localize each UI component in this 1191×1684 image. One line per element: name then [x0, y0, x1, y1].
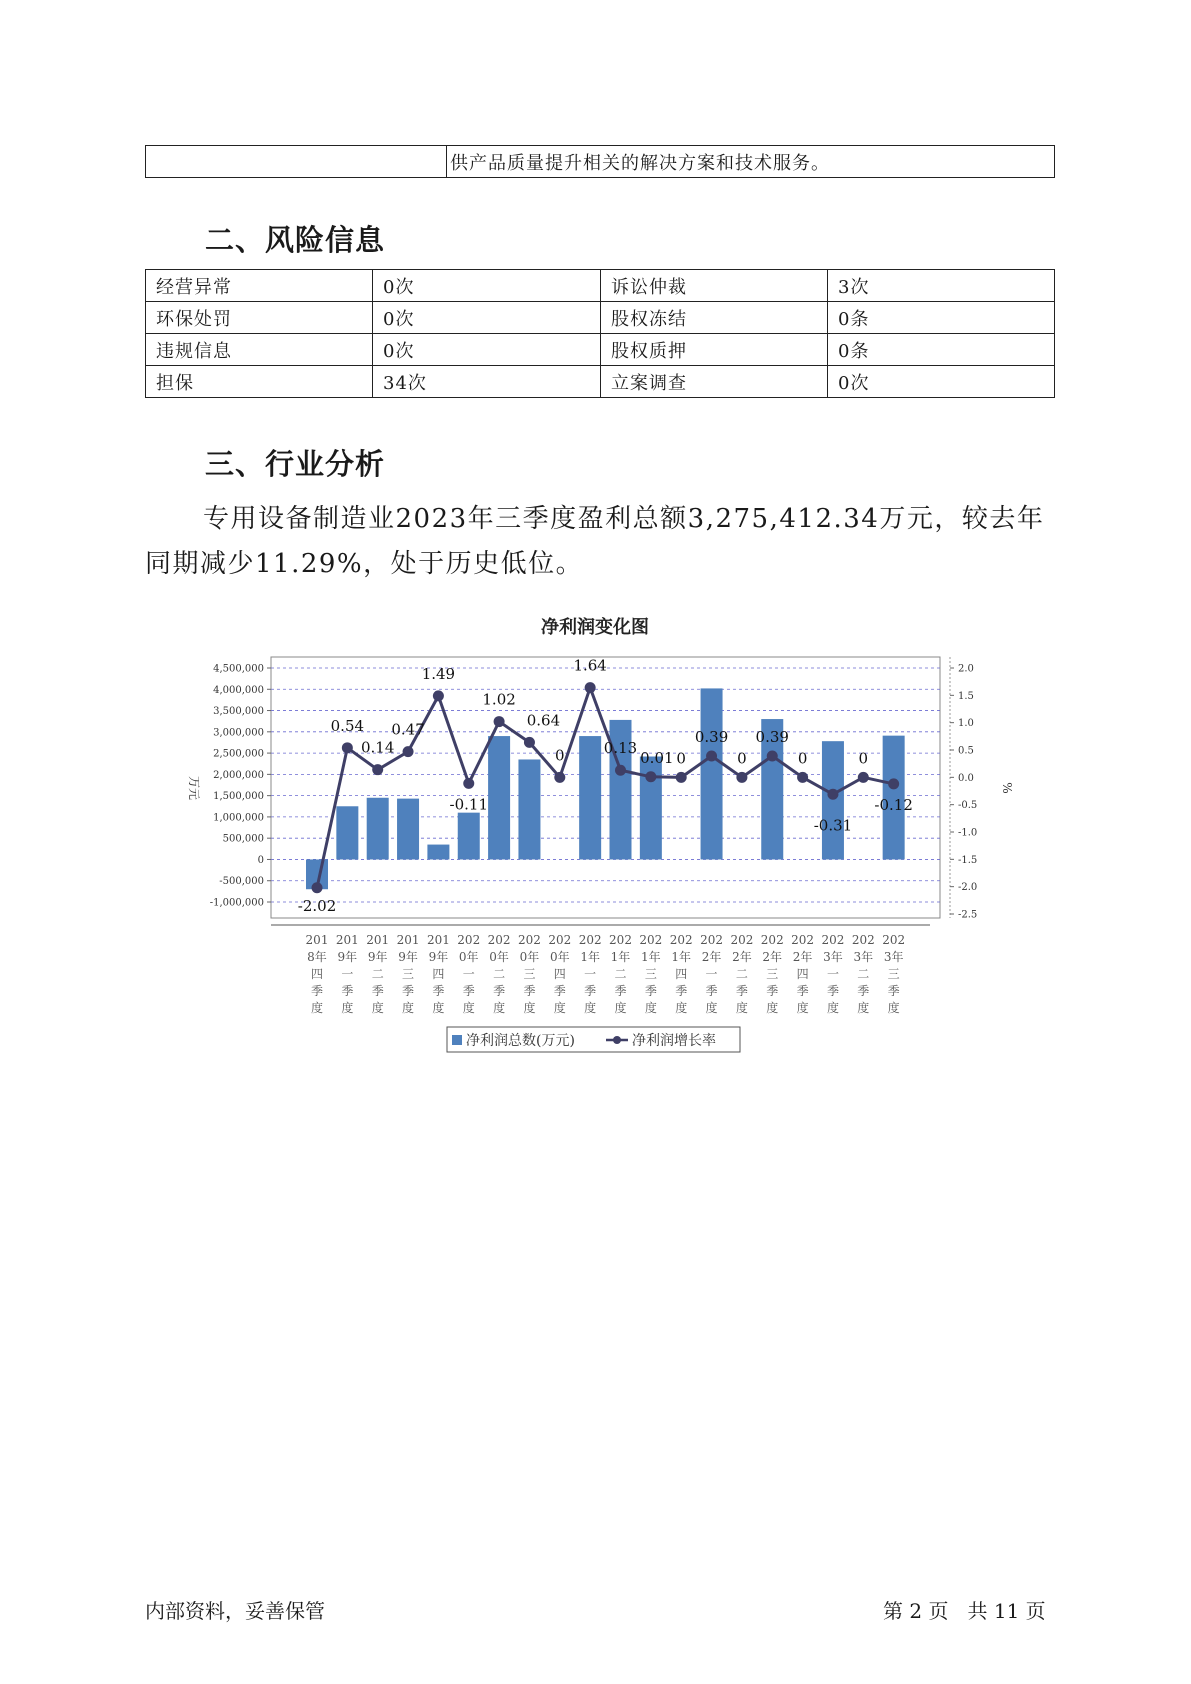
- x-tick-label: 二: [735, 967, 748, 981]
- x-tick-label: 202: [609, 933, 632, 947]
- growth-point: [827, 789, 838, 800]
- x-tick-label: 度: [796, 1001, 809, 1015]
- legend-bar-swatch: [452, 1035, 462, 1045]
- risk-value: 0次: [373, 302, 601, 334]
- x-tick-label: 202: [882, 933, 906, 947]
- risk-value: 0次: [373, 270, 601, 302]
- x-tick-label: 2年: [792, 950, 813, 964]
- growth-point: [767, 751, 778, 762]
- risk-label: 立案调查: [601, 366, 828, 398]
- x-tick-label: 季: [735, 984, 748, 998]
- footer-page-number: 第 2 页 共 11 页: [883, 1599, 1046, 1623]
- x-tick-label: 度: [735, 1001, 748, 1015]
- x-tick-label: 度: [584, 1001, 597, 1015]
- risk-value: 0次: [373, 334, 601, 366]
- growth-point: [403, 746, 414, 757]
- data-label: 0.64: [526, 711, 561, 730]
- x-tick-label: 二: [371, 967, 384, 981]
- risk-label: 诉讼仲裁: [601, 270, 828, 302]
- x-tick-label: 三: [766, 967, 779, 981]
- y2-tick-label: 2.0: [958, 663, 974, 675]
- x-tick-label: 度: [523, 1001, 536, 1015]
- x-tick-label: 201: [335, 933, 359, 947]
- x-tick-label: 202: [639, 933, 663, 947]
- x-tick-label: 季: [584, 984, 597, 998]
- x-tick-label: 1年: [580, 950, 600, 964]
- x-tick-label: 1年: [610, 950, 631, 964]
- industry-paragraph-text: 专用设备制造业2023年三季度盈利总额3,275,412.34万元，较去年同期减少11.29%，处于历史低位。: [145, 504, 1045, 579]
- data-label: 1.64: [573, 656, 607, 675]
- data-label: 0: [555, 746, 565, 765]
- y2-tick-label: 1.5: [958, 690, 974, 702]
- growth-point: [676, 772, 687, 783]
- x-tick-label: 度: [402, 1001, 415, 1015]
- table-row: [146, 366, 1055, 398]
- x-tick-label: 202: [851, 933, 875, 947]
- footer-left: 内部资料，妥善保管: [145, 1599, 325, 1623]
- x-tick-label: 季: [523, 984, 536, 998]
- risk-label: 股权冻结: [601, 302, 828, 334]
- x-tick-label: 2年: [701, 950, 722, 964]
- data-label: 0.54: [330, 716, 365, 735]
- x-tick-label: 度: [826, 1001, 839, 1015]
- data-label: 0: [797, 749, 808, 768]
- x-tick-label: 202: [669, 933, 693, 947]
- y-tick-label: 500,000: [222, 833, 264, 845]
- x-tick-label: 3年: [883, 950, 904, 964]
- bar: [701, 688, 723, 859]
- growth-point: [433, 690, 444, 701]
- y2-tick-label: -2.0: [958, 882, 978, 894]
- x-tick-label: 度: [857, 1001, 870, 1015]
- x-tick-label: 季: [614, 984, 627, 998]
- x-tick-label: 季: [310, 984, 324, 998]
- y2-tick-label: -1.0: [958, 827, 978, 839]
- y-tick-label: -500,000: [219, 876, 264, 888]
- data-label: 0.13: [603, 739, 638, 758]
- legend-line-label: 净利润增长率: [632, 1033, 716, 1049]
- data-label: 0: [858, 749, 869, 768]
- x-tick-label: 201: [396, 933, 420, 947]
- net-profit-chart: [0, 600, 1191, 1070]
- y-axis-label: 万元: [187, 775, 201, 801]
- x-tick-label: 三: [644, 967, 657, 981]
- x-tick-label: 季: [493, 984, 506, 998]
- risk-value: 0条: [828, 334, 1055, 366]
- x-tick-label: 201: [366, 933, 390, 947]
- x-tick-label: 季: [341, 984, 354, 998]
- growth-point: [645, 771, 656, 782]
- risk-label: 违规信息: [146, 334, 373, 366]
- risk-label: 股权质押: [601, 334, 828, 366]
- x-tick-label: 9年: [428, 950, 449, 964]
- x-tick-label: 2年: [762, 950, 783, 964]
- x-tick-label: 1年: [641, 950, 661, 964]
- x-tick-label: 季: [462, 984, 475, 998]
- x-tick-label: 二: [493, 967, 506, 981]
- x-tick-label: 三: [887, 967, 900, 981]
- data-label: 0.14: [360, 738, 395, 757]
- top-table: [145, 145, 1055, 178]
- growth-point: [706, 751, 717, 762]
- x-tick-label: 9年: [398, 950, 418, 964]
- y2-tick-label: 0.0: [958, 772, 974, 784]
- x-tick-label: 季: [705, 984, 718, 998]
- x-tick-label: 季: [887, 984, 900, 998]
- x-tick-label: 3年: [853, 950, 874, 964]
- top-table-left-cell: [146, 146, 447, 178]
- x-tick-label: 季: [432, 984, 445, 998]
- x-tick-label: 202: [578, 933, 602, 947]
- bar: [822, 741, 844, 859]
- x-tick-label: 季: [796, 984, 809, 998]
- x-tick-label: 度: [887, 1001, 900, 1015]
- growth-point: [585, 682, 596, 693]
- risk-value: 0条: [828, 302, 1055, 334]
- x-tick-label: 1年: [671, 950, 692, 964]
- y-tick-label: 4,500,000: [213, 663, 264, 675]
- y-tick-label: 2,000,000: [213, 769, 264, 781]
- x-tick-label: 度: [614, 1001, 627, 1015]
- x-tick-label: 季: [675, 984, 688, 998]
- section-heading-risk: 二、风险信息: [205, 223, 386, 257]
- data-label: 0: [676, 749, 686, 768]
- legend-bar-label: 净利润总数(万元): [466, 1033, 575, 1049]
- x-tick-label: 度: [766, 1001, 779, 1015]
- growth-point: [494, 716, 505, 727]
- y-tick-label: 2,500,000: [213, 748, 264, 760]
- risk-table: [145, 269, 1055, 398]
- x-tick-label: 202: [548, 933, 572, 947]
- chart-title: 净利润变化图: [541, 617, 649, 638]
- x-tick-label: 度: [644, 1001, 657, 1015]
- table-row: [146, 270, 1055, 302]
- x-tick-label: 度: [310, 1001, 324, 1015]
- x-tick-label: 度: [493, 1001, 506, 1015]
- x-tick-label: 9年: [337, 950, 358, 964]
- x-tick-label: 0年: [519, 950, 540, 964]
- y2-tick-label: 1.0: [958, 718, 974, 730]
- x-tick-label: 201: [305, 933, 329, 947]
- data-label: -0.11: [449, 795, 488, 814]
- x-tick-label: 202: [700, 933, 724, 947]
- growth-point: [858, 772, 869, 783]
- growth-point: [463, 778, 474, 789]
- x-tick-label: 一: [705, 967, 718, 981]
- data-label: 0.01: [640, 748, 674, 767]
- x-tick-label: 202: [730, 933, 754, 947]
- data-label: 1.49: [421, 664, 456, 683]
- x-tick-label: 一: [341, 967, 354, 981]
- x-tick-label: 季: [402, 984, 415, 998]
- table-row: [146, 334, 1055, 366]
- bar: [367, 798, 389, 860]
- y-tick-label: -1,000,000: [209, 897, 264, 909]
- growth-point: [888, 778, 899, 789]
- x-tick-label: 季: [644, 984, 657, 998]
- x-tick-label: 一: [462, 967, 475, 981]
- growth-point: [615, 765, 626, 776]
- bar: [427, 845, 449, 860]
- x-tick-label: 四: [310, 967, 324, 981]
- risk-label: 经营异常: [146, 270, 373, 302]
- risk-value: 0次: [828, 366, 1055, 398]
- x-tick-label: 0年: [489, 950, 509, 964]
- x-tick-label: 度: [553, 1001, 566, 1015]
- data-label: -2.02: [297, 896, 337, 915]
- bar: [336, 806, 358, 859]
- x-tick-label: 二: [857, 967, 870, 981]
- risk-value: 3次: [828, 270, 1055, 302]
- growth-point: [736, 772, 747, 783]
- x-tick-label: 四: [675, 967, 688, 981]
- y2-tick-label: -1.5: [958, 854, 978, 866]
- risk-label: 环保处罚: [146, 302, 373, 334]
- bar: [488, 736, 510, 859]
- x-tick-label: 2年: [732, 950, 752, 964]
- x-tick-label: 8年: [307, 950, 327, 964]
- x-tick-label: 9年: [367, 950, 388, 964]
- x-tick-label: 0年: [549, 950, 570, 964]
- data-label: 0.39: [694, 728, 729, 747]
- x-tick-label: 季: [857, 984, 870, 998]
- data-label: 0: [737, 749, 747, 768]
- y-tick-label: 4,000,000: [213, 684, 264, 696]
- data-label: 0.47: [391, 720, 425, 739]
- growth-point: [342, 742, 353, 753]
- x-tick-label: 度: [675, 1001, 688, 1015]
- x-tick-label: 一: [584, 967, 597, 981]
- x-tick-label: 一: [826, 967, 839, 981]
- y2-axis-label: %: [1000, 782, 1014, 794]
- x-tick-label: 202: [517, 933, 541, 947]
- industry-paragraph: [145, 497, 1055, 587]
- y-tick-label: 1,500,000: [213, 791, 264, 803]
- x-tick-label: 度: [462, 1001, 475, 1015]
- data-label: 0.39: [755, 728, 789, 747]
- x-tick-label: 四: [796, 967, 809, 981]
- risk-value: 34次: [373, 366, 601, 398]
- x-tick-label: 202: [791, 933, 815, 947]
- x-tick-label: 四: [432, 967, 445, 981]
- x-tick-label: 季: [826, 984, 839, 998]
- y-tick-label: 3,500,000: [213, 706, 264, 718]
- section-heading-industry: 三、行业分析: [205, 447, 386, 481]
- x-tick-label: 二: [614, 967, 627, 981]
- x-tick-label: 度: [432, 1001, 445, 1015]
- legend-line-marker: [613, 1036, 621, 1044]
- x-tick-label: 度: [705, 1001, 718, 1015]
- risk-label: 担保: [146, 366, 373, 398]
- bar: [458, 813, 480, 860]
- y2-tick-label: 0.5: [958, 745, 974, 757]
- y-tick-label: 1,000,000: [213, 812, 264, 824]
- x-tick-label: 度: [371, 1001, 384, 1015]
- bar: [579, 736, 601, 859]
- x-tick-label: 3年: [823, 950, 843, 964]
- top-table-right-cell: 供产品质量提升相关的解决方案和技术服务。: [447, 146, 1055, 178]
- x-tick-label: 0年: [458, 950, 479, 964]
- growth-point: [312, 882, 323, 893]
- y-tick-label: 3,000,000: [213, 727, 264, 739]
- data-label: -0.31: [813, 816, 853, 835]
- x-tick-label: 季: [371, 984, 384, 998]
- x-tick-label: 季: [766, 984, 779, 998]
- growth-point: [372, 764, 383, 775]
- y2-tick-label: -2.5: [958, 909, 978, 921]
- x-tick-label: 202: [457, 933, 481, 947]
- x-tick-label: 三: [402, 967, 415, 981]
- x-tick-label: 202: [487, 933, 511, 947]
- y2-tick-label: -0.5: [958, 800, 978, 812]
- data-label: -0.12: [874, 795, 913, 814]
- x-tick-label: 三: [523, 967, 536, 981]
- x-tick-label: 四: [553, 967, 566, 981]
- x-tick-label: 度: [341, 1001, 354, 1015]
- data-label: 1.02: [482, 690, 516, 709]
- y-tick-label: 0: [257, 854, 264, 866]
- x-tick-label: 202: [760, 933, 784, 947]
- x-tick-label: 季: [553, 984, 566, 998]
- growth-point: [554, 772, 565, 783]
- bar: [397, 799, 419, 860]
- table-row: [146, 302, 1055, 334]
- growth-point: [524, 737, 535, 748]
- bar: [518, 759, 540, 859]
- growth-point: [797, 772, 808, 783]
- x-tick-label: 202: [821, 933, 845, 947]
- x-tick-label: 201: [426, 933, 450, 947]
